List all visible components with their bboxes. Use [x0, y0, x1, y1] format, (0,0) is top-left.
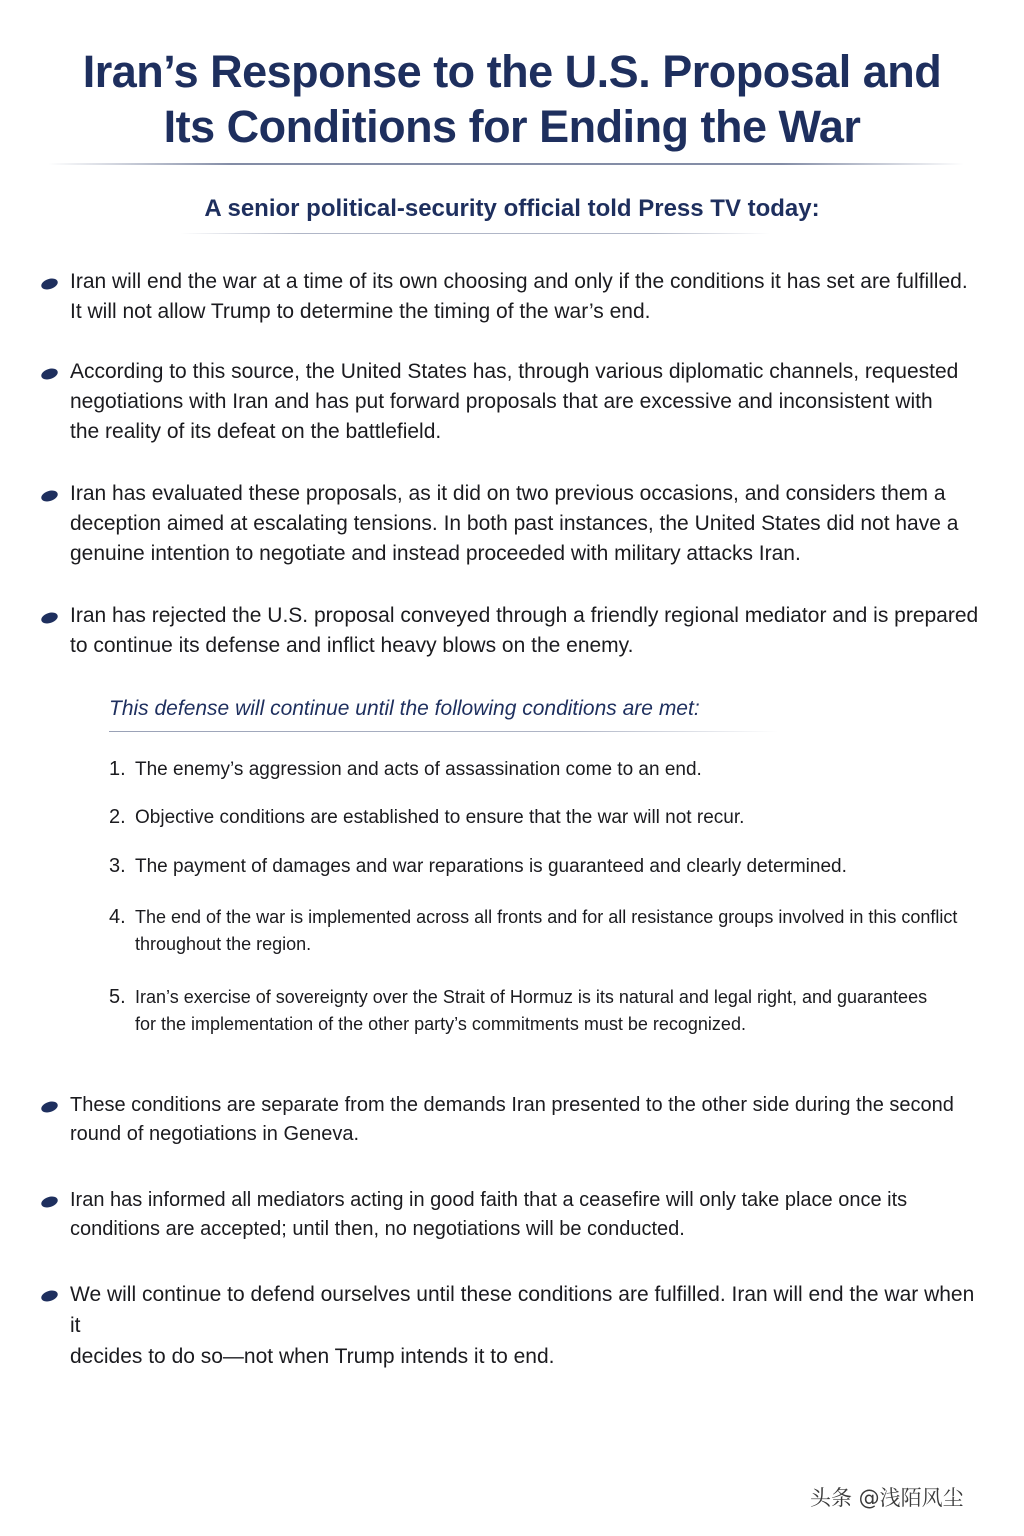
bullet-text: Iran has rejected the U.S. proposal conveyed through a friendly regional mediator and is prepared to continue its defense and inflict heavy blows on the enemy. — [70, 604, 979, 657]
bullet-text: Iran will end the war at a time of its own choosing and only if the conditions it has set are fulfilled. It will not allow Trump to determine the timing of the war’s end. — [70, 270, 968, 323]
bullet-text: Iran has evaluated these proposals, as it did on two previous occasions, and considers them a deception aimed at escalating tensions. In both past instances, the United States did not have a genuine intention to negotiate and instead proceeded with military attacks Iran. — [70, 482, 959, 565]
bullet-text: According to this source, the United States has, through various diplomatic channels, requested negotiations with Iran and has put forward proposals that are excessive and inconsistent with the reality of its defeat on the battlefield. — [70, 360, 959, 443]
condition-text: The enemy’s aggression and acts of assassination come to an end. — [135, 759, 702, 780]
condition-number: 4. — [109, 906, 126, 928]
document-subtitle: A senior political-security official told Press TV today: — [204, 195, 820, 222]
bullet-dot-icon — [40, 1100, 59, 1115]
condition-text: The payment of damages and war reparations is guaranteed and clearly determined. — [135, 856, 847, 877]
title-line-1: Iran’s Response to the U.S. Proposal and — [82, 46, 942, 97]
condition-number: 3. — [109, 855, 126, 877]
document-title — [60, 44, 964, 154]
title-line-2: Its Conditions for Ending the War — [163, 101, 861, 152]
conditions-heading: This defense will continue until the following conditions are met: — [109, 697, 700, 720]
bullet-dot-icon — [40, 1195, 59, 1210]
bullet-dot-icon — [40, 277, 59, 292]
watermark-text: 头条 @浅陌风尘 — [810, 1486, 964, 1510]
bullet-dot-icon — [40, 367, 59, 382]
condition-text: The end of the war is implemented across all fronts and for all resistance groups involved in this conflict throughout the region. — [135, 907, 958, 954]
bullet-dot-icon — [40, 489, 59, 504]
conditions-divider — [109, 731, 779, 732]
bullet-text: Iran has informed all mediators acting in good faith that a ceasefire will only take place once its conditions are accepted; until then, no negotiations will be conducted. — [70, 1189, 908, 1240]
bullet-dot-icon — [40, 611, 59, 626]
bullet-text: We will continue to defend ourselves until these conditions are fulfilled. Iran will end the war when it decides to do so—not when Trump intends it to end. — [70, 1283, 975, 1368]
condition-text: Objective conditions are established to ensure that the war will not recur. — [135, 807, 745, 828]
condition-number: 2. — [109, 806, 126, 828]
condition-number: 5. — [109, 986, 126, 1008]
bullet-dot-icon — [40, 1289, 59, 1304]
subtitle-divider — [180, 233, 770, 234]
title-divider — [48, 163, 964, 165]
condition-number: 1. — [109, 758, 126, 780]
condition-text: Iran’s exercise of sovereignty over the Strait of Hormuz is its natural and legal right, and guarantees for the implementation of the other party’s commitments must be recognized. — [135, 987, 928, 1034]
bullet-text: These conditions are separate from the demands Iran presented to the other side during the second round of negotiations in Geneva. — [70, 1094, 954, 1145]
